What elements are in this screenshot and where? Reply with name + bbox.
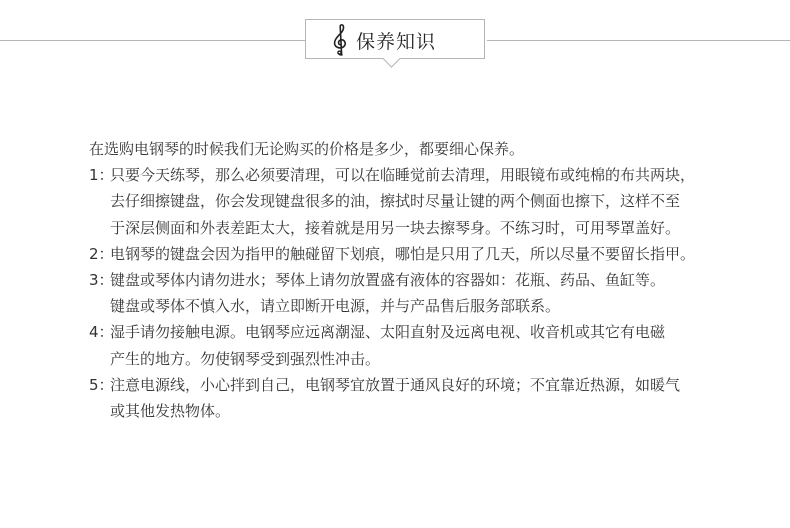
list-item-line: 或其他发热物体。 xyxy=(110,402,231,421)
list-item xyxy=(89,162,769,241)
list-item-text xyxy=(110,162,695,241)
list-item-line: 于深层侧面和外表差距太大，接着就是用另一块去擦琴身。不练习时，可用琴罩盖好。 xyxy=(110,218,681,237)
list-item xyxy=(89,267,769,319)
list-item-line: 键盘或琴体内请勿进水；琴体上请勿放置盛有液体的容器如：花瓶、药品、鱼缸等。 xyxy=(110,271,666,290)
list-item-text xyxy=(110,372,680,424)
list-item-line: 湿手请勿接触电源。电钢琴应远离潮湿、太阳直射及远离电视、收音机或其它有电磁 xyxy=(110,323,666,342)
treble-clef-icon xyxy=(330,23,352,57)
header-rule-left xyxy=(0,40,305,41)
list-item-number: 3： xyxy=(89,271,114,290)
list-item-number: 4： xyxy=(89,323,114,342)
intro-paragraph: 在选购电钢琴的时候我们无论购买的价格是多少，都要细心保养。 xyxy=(89,140,525,158)
section-title xyxy=(330,22,436,58)
list-item-line: 键盘或琴体不慎入水，请立即断开电源，并与产品售后服务部联系。 xyxy=(110,297,561,316)
header-rule-right xyxy=(487,40,790,41)
list-item-line: 电钢琴的键盘会因为指甲的触碰留下划痕，哪怕是只用了几天，所以尽量不要留长指甲。 xyxy=(110,244,696,263)
list-item-text xyxy=(110,241,695,267)
list-item-number: 1： xyxy=(89,166,114,185)
section-title-text: 保养知识 xyxy=(356,30,437,53)
list-item-line: 注意电源线，小心拌到自己，电钢琴宜放置于通风良好的环境；不宜靠近热源，如暖气 xyxy=(110,375,681,394)
list-item xyxy=(89,319,769,371)
care-guide-content xyxy=(89,136,769,424)
list-item-number: 5： xyxy=(89,375,114,394)
list-item-text xyxy=(110,319,665,371)
list-item xyxy=(89,372,769,424)
list-item-text xyxy=(110,267,665,319)
list-item-line: 去仔细擦键盘，你会发现键盘很多的油，擦拭时尽量让键的两个侧面也擦下，这样不至 xyxy=(110,192,681,211)
list-item-line: 产生的地方。勿使钢琴受到强烈性冲击。 xyxy=(110,349,381,368)
list-item-line: 只要今天练琴，那么必须要清理，可以在临睡觉前去清理，用眼镜布或纯棉的布共两块， xyxy=(110,166,696,185)
list-item-number: 2： xyxy=(89,244,114,263)
list-item xyxy=(89,241,769,267)
